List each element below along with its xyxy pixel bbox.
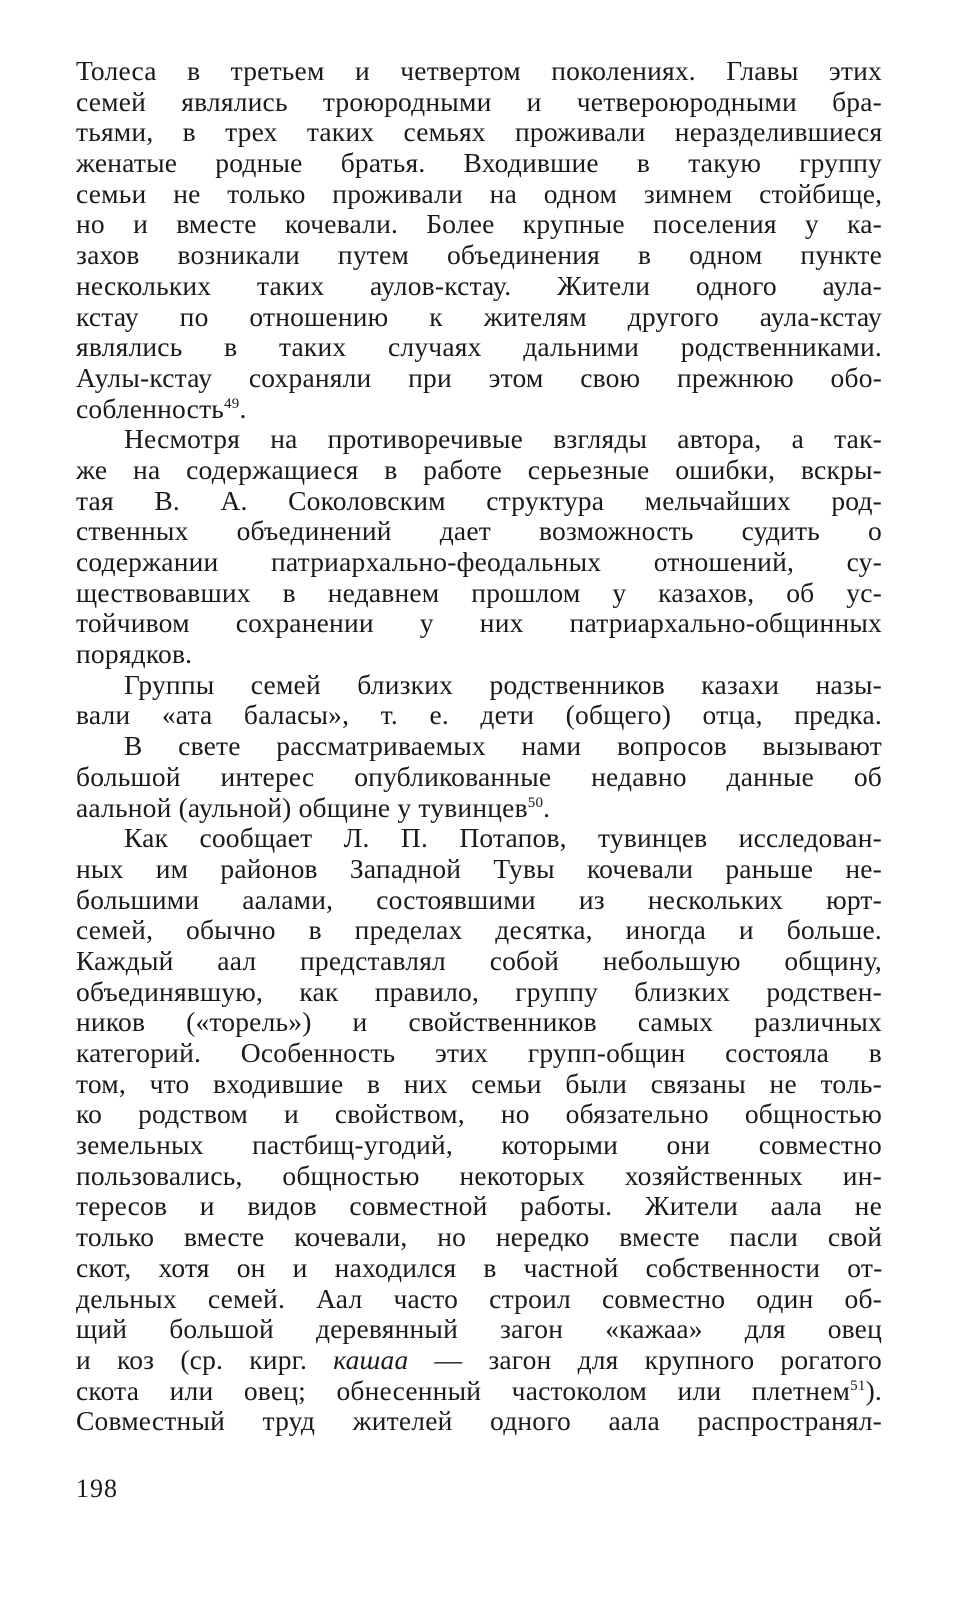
text-line <box>76 1222 882 1253</box>
text-line-content: ко родством и свойством, но обязательно общностью <box>76 1099 882 1130</box>
text-line-content: Аулы-кстау сохраняли при этом свою прежнюю обо- <box>76 362 882 393</box>
footnote-ref[interactable]: 49 <box>224 395 240 412</box>
text-line <box>76 271 882 302</box>
text-line-content: скот, хотя он и находился в частной собственности от- <box>76 1252 882 1283</box>
text-line <box>76 1314 882 1345</box>
text-line-content: Как сообщает Л. П. Потапов, тувинцев исследован- <box>124 823 882 854</box>
text-line <box>76 608 882 639</box>
text-line-content: тая В. А. Соколовским структура мельчайших род- <box>76 485 882 516</box>
text-line-content: семей являлись троюродными и четвероюродными бра- <box>76 86 882 117</box>
text-line-content: порядков. <box>76 639 193 670</box>
text-line <box>76 424 882 455</box>
text-line <box>76 455 882 486</box>
text-line <box>76 854 882 885</box>
text-line-content: нескольких таких аулов-кстау. Жители одного аула- <box>76 270 882 301</box>
text-line <box>76 823 882 854</box>
text-line <box>76 700 882 731</box>
text-line-content: пользовались, общностью некоторых хозяйственных ин- <box>76 1160 882 1191</box>
text-line <box>76 1038 882 1069</box>
text-line-content: являлись в таких случаях дальними родственниками. <box>76 332 882 363</box>
text-line-content: собленность <box>76 393 225 424</box>
text-line <box>76 731 882 762</box>
text-line-content: но и вместе кочевали. Более крупные поселения у ка- <box>76 209 882 240</box>
body-text <box>76 56 882 1437</box>
page-number: 198 <box>76 1474 118 1503</box>
text-line-content: ществовавших в недавнем прошлом у казахов, об ус- <box>76 577 882 608</box>
text-line <box>76 516 882 547</box>
punctuation: ). <box>865 1375 882 1406</box>
text-line-content: ников («торель») и свойственников самых различных <box>76 1007 882 1038</box>
punctuation: . <box>543 792 551 823</box>
text-line-content: дельных семей. Аал часто строил совместно один об- <box>76 1283 882 1314</box>
text-line-content: аальной (аульной) общине у тувинцев <box>76 792 528 823</box>
text-line-content: кстау по отношению к жителям другого аула-кстау <box>76 301 882 332</box>
text-line-content: и коз (ср. кирг. <box>76 1344 334 1375</box>
text-line <box>76 1161 882 1192</box>
text-line <box>76 547 882 578</box>
text-line <box>76 363 882 394</box>
text-line <box>76 578 882 609</box>
text-line <box>76 148 882 179</box>
text-line <box>76 486 882 517</box>
text-line-content: тьями, в трех таких семьях проживали неразделившиеся <box>76 117 882 148</box>
text-line-content: большой интерес опубликованные недавно данные об <box>76 761 882 792</box>
text-line <box>76 87 882 118</box>
text-line <box>76 762 882 793</box>
text-line <box>76 240 882 271</box>
text-line <box>76 1069 882 1100</box>
text-line <box>76 1345 882 1376</box>
text-line-content: Совместный труд жителей одного аала распространял- <box>76 1406 882 1437</box>
text-line <box>76 1007 882 1038</box>
text-line <box>76 1406 882 1437</box>
footnote-ref[interactable]: 50 <box>527 794 544 811</box>
text-line <box>76 793 882 824</box>
text-line <box>76 56 882 87</box>
text-line <box>76 977 882 1008</box>
text-line-content: объединявшую, как правило, группу близких родствен- <box>76 976 882 1007</box>
italic-term: кашаа <box>333 1344 409 1375</box>
text-line-rest: — загон для крупного рогатого <box>408 1344 882 1375</box>
text-line-content: скота или овец; обнесенный частоколом или плетнем <box>76 1375 851 1406</box>
text-line <box>76 1376 882 1407</box>
text-line <box>76 670 882 701</box>
text-line-content: В свете рассматриваемых нами вопросов вызывают <box>124 731 882 762</box>
text-line <box>76 885 882 916</box>
footnote-ref[interactable]: 51 <box>850 1377 866 1394</box>
text-line <box>76 915 882 946</box>
text-line <box>76 946 882 977</box>
text-line-content: щий большой деревянный загон «кажаа» для овец <box>76 1314 882 1345</box>
text-line-content: ственных объединений дает возможность судить о <box>76 516 882 547</box>
text-line <box>76 1099 882 1130</box>
text-line <box>76 1253 882 1284</box>
text-line-content: содержании патриархально-феодальных отношений, су- <box>76 547 882 577</box>
text-line <box>76 1130 882 1161</box>
text-line <box>76 1191 882 1222</box>
text-line-content: семей, обычно в пределах десятка, иногда и больше. <box>76 915 882 946</box>
text-line-content: Толеса в третьем и четвертом поколениях. Главы этих <box>76 56 882 86</box>
text-line-content: Каждый аал представлял собой небольшую общину, <box>76 945 882 976</box>
text-line-content: семьи не только проживали на одном зимнем стойбище, <box>76 178 882 209</box>
text-line-content: тересов и видов совместной работы. Жители аала не <box>76 1191 882 1222</box>
text-line-content: ных им районов Западной Тувы кочевали раньше не- <box>76 853 882 884</box>
text-line-content: том, что входившие в них семьи были связаны не толь- <box>76 1068 882 1099</box>
text-line-content: категорий. Особенность этих групп-общин состояла в <box>76 1038 882 1068</box>
text-line <box>76 639 882 670</box>
text-line <box>76 209 882 240</box>
text-line-content: же на содержащиеся в работе серьезные ошибки, вскры- <box>76 454 882 485</box>
text-line-content: только вместе кочевали, но нередко вместе пасли свой <box>76 1222 882 1253</box>
text-line-content: Группы семей близких родственников казахи назы- <box>124 669 882 700</box>
text-line-content: женатые родные братья. Входившие в такую группу <box>76 148 882 179</box>
text-line <box>76 179 882 210</box>
text-line-content: большими аалами, состоявшими из нескольких юрт- <box>76 884 882 915</box>
text-line-content: тойчивом сохранении у них патриархально-общинных <box>76 608 882 639</box>
text-line <box>76 394 882 425</box>
text-line-content: захов возникали путем объединения в одном пункте <box>76 240 882 271</box>
text-line-content: вали «ата баласы», т. е. дети (общего) отца, предка. <box>76 700 882 731</box>
punctuation: . <box>239 393 247 424</box>
text-line <box>76 117 882 148</box>
text-line <box>76 332 882 363</box>
text-line-content: земельных пастбищ-угодий, которыми они совместно <box>76 1130 882 1161</box>
text-line <box>76 302 882 333</box>
text-line-content: Несмотря на противоречивые взгляды автора, а так- <box>124 424 882 455</box>
text-line <box>76 1284 882 1315</box>
